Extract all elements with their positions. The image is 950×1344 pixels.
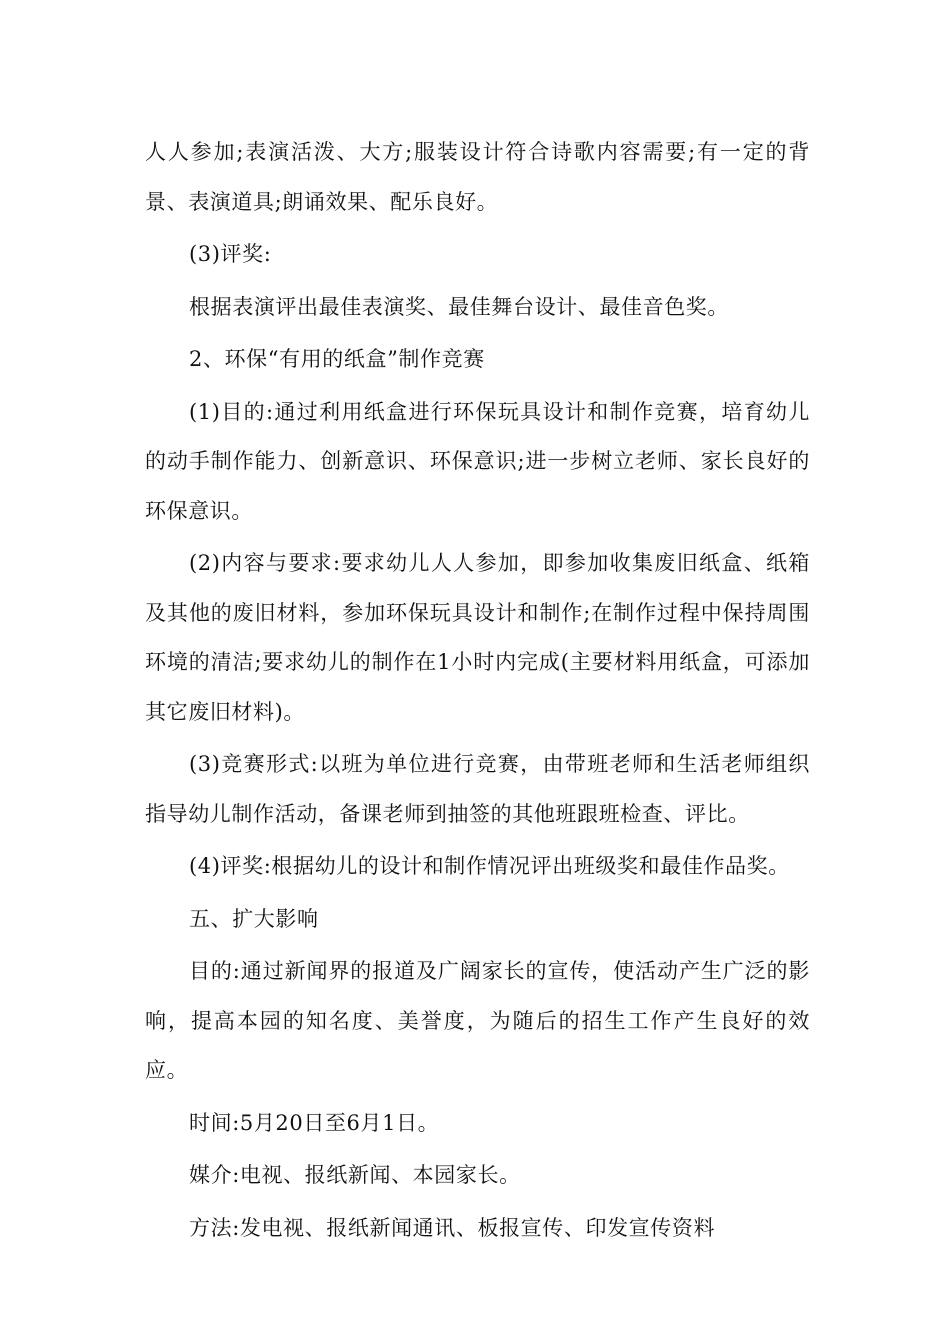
paragraph-influence-purpose: 目的:通过新闻界的报道及广阔家长的宣传，使活动产生广泛的影响，提高本园的知名度、美誉度，为随后的招生工作产生良好的效应。 (145, 959, 810, 1082)
paragraph-awards: (4)评奖:根据幼儿的设计和制作情况评出班级奖和最佳作品奖。 (189, 854, 790, 878)
paragraph-media: 媒介:电视、报纸新闻、本园家长。 (189, 1163, 521, 1187)
section-heading-influence: 五、扩大影响 (189, 906, 319, 931)
paragraph-competition-format: (3)竞赛形式:以班为单位进行竞赛，由带班老师和生活老师组织指导幼儿制作活动，备课老师到抽签的其他班跟班检查、评比。 (145, 752, 810, 826)
paragraph-content-requirements: (2)内容与要求:要求幼儿人人参加，即参加收集废旧纸盒、纸箱及其他的废旧材料，参加环保玩具设计和制作;在制作过程中保持周围环境的清洁;要求幼儿的制作在1小时内完成(主要材料用纸盒，可添加其它废旧材料)。 (145, 551, 810, 724)
section-heading-paper-box: 2、环保“有用的纸盒”制作竞赛 (189, 347, 485, 371)
paragraph-award-text: 根据表演评出最佳表演奖、最佳舞台设计、最佳音色奖。 (189, 294, 729, 319)
paragraph-purpose: (1)目的:通过利用纸盒进行环保玩具设计和制作竞赛，培育幼儿的动手制作能力、创新意识、环保意识;进一步树立老师、家长良好的环保意识。 (145, 399, 810, 523)
paragraph-award-heading: (3)评奖: (189, 242, 272, 266)
document-body (145, 128, 810, 1256)
paragraph-method: 方法:发电视、报纸新闻通讯、板报宣传、印发宣传资料 (189, 1215, 716, 1240)
paragraph-continuation: 人人参加;表演活泼、大方;服装设计符合诗歌内容需要;有一定的背景、表演道具;朗诵效果、配乐良好。 (145, 140, 810, 214)
paragraph-time: 时间:5月20日至6月1日。 (189, 1110, 440, 1135)
